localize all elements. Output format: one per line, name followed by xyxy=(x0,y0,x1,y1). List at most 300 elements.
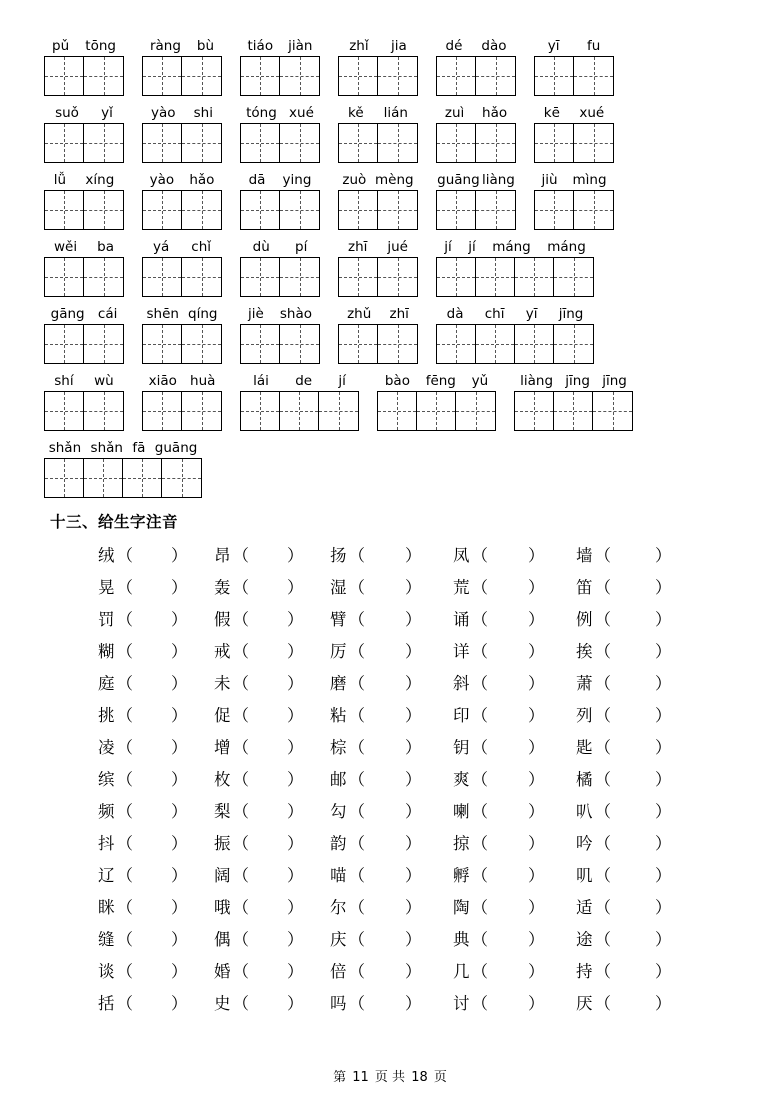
tianzige-boxes[interactable] xyxy=(142,123,222,163)
tianzige-boxes[interactable] xyxy=(240,391,359,431)
answer-paren-open: （ xyxy=(116,769,133,789)
tianzige-cell[interactable] xyxy=(45,57,84,95)
pinyin-word-group xyxy=(240,105,320,163)
tianzige-cell[interactable] xyxy=(280,124,319,162)
answer-paren-close: ） xyxy=(287,833,304,853)
tianzige-cell[interactable] xyxy=(241,392,280,430)
tianzige-cell[interactable] xyxy=(84,191,123,229)
tianzige-boxes[interactable] xyxy=(240,324,320,364)
tianzige-boxes[interactable] xyxy=(338,257,418,297)
zhuyin-item[interactable] xyxy=(330,734,422,758)
tianzige-cell[interactable] xyxy=(378,191,417,229)
tianzige-cell[interactable] xyxy=(143,258,182,296)
tianzige-boxes[interactable] xyxy=(534,190,614,230)
answer-paren-open: （ xyxy=(348,545,365,565)
zhuyin-character: 谈 xyxy=(98,961,115,981)
answer-paren-close: ） xyxy=(655,641,672,661)
zhuyin-item[interactable] xyxy=(576,798,672,822)
answer-paren-open: （ xyxy=(594,673,611,693)
answer-paren-open: （ xyxy=(232,609,249,629)
pinyin-syllable: shào xyxy=(279,306,312,322)
zhuyin-item[interactable] xyxy=(98,766,188,790)
tianzige-cell[interactable] xyxy=(123,459,162,497)
zhuyin-item[interactable] xyxy=(330,990,422,1014)
answer-paren-open: （ xyxy=(116,673,133,693)
zhuyin-item[interactable] xyxy=(453,862,545,886)
tianzige-boxes[interactable] xyxy=(44,123,124,163)
pinyin-word-group xyxy=(240,239,320,297)
tianzige-cell[interactable] xyxy=(437,124,476,162)
tianzige-cell[interactable] xyxy=(84,124,123,162)
tianzige-cell[interactable] xyxy=(319,392,358,430)
zhuyin-item[interactable] xyxy=(453,702,545,726)
tianzige-cell[interactable] xyxy=(45,459,84,497)
answer-paren-close: ） xyxy=(405,801,422,821)
tianzige-cell[interactable] xyxy=(182,124,221,162)
pinyin-label xyxy=(240,105,320,121)
tianzige-cell[interactable] xyxy=(378,325,417,363)
zhuyin-item[interactable] xyxy=(453,990,545,1014)
pinyin-label xyxy=(436,105,516,121)
zhuyin-item[interactable] xyxy=(330,926,422,950)
tianzige-cell[interactable] xyxy=(241,191,280,229)
zhuyin-item[interactable] xyxy=(576,990,672,1014)
zhuyin-character: 韵 xyxy=(330,833,347,853)
zhuyin-item[interactable] xyxy=(330,862,422,886)
tianzige-boxes[interactable] xyxy=(436,123,516,163)
tianzige-cell[interactable] xyxy=(417,392,456,430)
zhuyin-character: 喵 xyxy=(330,865,347,885)
zhuyin-item[interactable] xyxy=(576,926,672,950)
zhuyin-item[interactable] xyxy=(453,638,545,662)
zhuyin-item[interactable] xyxy=(98,542,188,566)
zhuyin-character: 戒 xyxy=(214,641,231,661)
tianzige-cell[interactable] xyxy=(476,57,515,95)
tianzige-cell[interactable] xyxy=(280,258,319,296)
pinyin-label xyxy=(240,373,359,389)
tianzige-cell[interactable] xyxy=(182,191,221,229)
zhuyin-character: 喇 xyxy=(453,801,470,821)
pinyin-word-group xyxy=(534,105,614,163)
zhuyin-character: 枚 xyxy=(214,769,231,789)
zhuyin-item[interactable] xyxy=(214,606,304,630)
zhuyin-item[interactable] xyxy=(98,574,188,598)
zhuyin-item[interactable] xyxy=(98,926,188,950)
zhuyin-item[interactable] xyxy=(98,798,188,822)
zhuyin-row xyxy=(44,762,736,793)
zhuyin-item[interactable] xyxy=(98,670,188,694)
pinyin-word-group xyxy=(338,239,418,297)
zhuyin-item[interactable] xyxy=(98,638,188,662)
tianzige-cell[interactable] xyxy=(143,57,182,95)
zhuyin-item[interactable] xyxy=(453,926,545,950)
pinyin-syllable: tóng xyxy=(246,105,277,121)
zhuyin-character: 橘 xyxy=(576,769,593,789)
pinyin-syllable: lián xyxy=(383,105,408,121)
tianzige-cell[interactable] xyxy=(84,459,123,497)
tianzige-cell[interactable] xyxy=(339,124,378,162)
zhuyin-item[interactable] xyxy=(214,734,304,758)
tianzige-cell[interactable] xyxy=(45,191,84,229)
zhuyin-item[interactable] xyxy=(214,894,304,918)
answer-paren-close: ） xyxy=(528,801,545,821)
zhuyin-item[interactable] xyxy=(330,606,422,630)
zhuyin-item[interactable] xyxy=(98,702,188,726)
tianzige-cell[interactable] xyxy=(45,325,84,363)
tianzige-boxes[interactable] xyxy=(514,391,633,431)
footer-total-pages: 18 xyxy=(411,1070,428,1085)
tianzige-cell[interactable] xyxy=(182,258,221,296)
zhuyin-item[interactable] xyxy=(214,798,304,822)
answer-paren-open: （ xyxy=(594,833,611,853)
pinyin-syllable: yá xyxy=(153,239,170,255)
zhuyin-item[interactable] xyxy=(576,862,672,886)
tianzige-boxes[interactable] xyxy=(436,324,594,364)
answer-paren-open: （ xyxy=(471,801,488,821)
pinyin-label xyxy=(142,38,222,54)
zhuyin-character: 吗 xyxy=(330,993,347,1013)
zhuyin-item[interactable] xyxy=(453,734,545,758)
zhuyin-item[interactable] xyxy=(330,638,422,662)
zhuyin-item[interactable] xyxy=(214,638,304,662)
zhuyin-item[interactable] xyxy=(330,542,422,566)
pinyin-word-group xyxy=(436,239,594,297)
answer-paren-close: ） xyxy=(528,833,545,853)
zhuyin-item[interactable] xyxy=(576,958,672,982)
tianzige-cell[interactable] xyxy=(84,325,123,363)
zhuyin-character: 促 xyxy=(214,705,231,725)
tianzige-cell[interactable] xyxy=(378,258,417,296)
tianzige-cell[interactable] xyxy=(476,191,515,229)
tianzige-boxes[interactable] xyxy=(338,123,418,163)
tianzige-boxes[interactable] xyxy=(534,56,614,96)
pinyin-syllable: jí xyxy=(338,373,346,389)
answer-paren-close: ） xyxy=(655,897,672,917)
answer-paren-open: （ xyxy=(594,801,611,821)
answer-paren-close: ） xyxy=(655,993,672,1013)
tianzige-boxes[interactable] xyxy=(436,56,516,96)
zhuyin-item[interactable] xyxy=(330,830,422,854)
answer-paren-close: ） xyxy=(528,673,545,693)
zhuyin-item[interactable] xyxy=(576,830,672,854)
tianzige-cell[interactable] xyxy=(162,459,201,497)
pinyin-syllable: dào xyxy=(481,38,507,54)
tianzige-boxes[interactable] xyxy=(44,190,124,230)
zhuyin-character: 抖 xyxy=(98,833,115,853)
pinyin-label xyxy=(44,105,124,121)
tianzige-boxes[interactable] xyxy=(44,324,124,364)
pinyin-label xyxy=(338,306,418,322)
pinyin-tianzige-section xyxy=(44,38,736,498)
zhuyin-item[interactable] xyxy=(98,734,188,758)
answer-paren-open: （ xyxy=(348,673,365,693)
answer-paren-open: （ xyxy=(471,833,488,853)
answer-paren-open: （ xyxy=(116,737,133,757)
zhuyin-item[interactable] xyxy=(576,766,672,790)
zhuyin-item[interactable] xyxy=(98,862,188,886)
zhuyin-item[interactable] xyxy=(576,702,672,726)
pinyin-word-group xyxy=(377,373,496,431)
zhuyin-item[interactable] xyxy=(214,958,304,982)
answer-paren-open: （ xyxy=(348,929,365,949)
zhuyin-item[interactable] xyxy=(214,862,304,886)
pinyin-label xyxy=(44,373,124,389)
tianzige-cell[interactable] xyxy=(515,325,554,363)
zhuyin-item[interactable] xyxy=(453,894,545,918)
tianzige-cell[interactable] xyxy=(143,191,182,229)
tianzige-boxes[interactable] xyxy=(142,324,222,364)
tianzige-boxes[interactable] xyxy=(534,123,614,163)
pinyin-word-group xyxy=(44,38,124,96)
tianzige-cell[interactable] xyxy=(339,191,378,229)
zhuyin-item[interactable] xyxy=(453,830,545,854)
tianzige-cell[interactable] xyxy=(182,57,221,95)
tianzige-cell[interactable] xyxy=(437,325,476,363)
answer-paren-open: （ xyxy=(594,705,611,725)
pinyin-syllable: ràng xyxy=(149,38,181,54)
answer-paren-open: （ xyxy=(594,769,611,789)
zhuyin-character: 偶 xyxy=(214,929,231,949)
answer-paren-open: （ xyxy=(594,865,611,885)
zhuyin-item[interactable] xyxy=(214,926,304,950)
tianzige-cell[interactable] xyxy=(84,392,123,430)
tianzige-boxes[interactable] xyxy=(377,391,496,431)
tianzige-boxes[interactable] xyxy=(44,257,124,297)
tianzige-cell[interactable] xyxy=(554,392,593,430)
tianzige-cell[interactable] xyxy=(84,57,123,95)
tianzige-cell[interactable] xyxy=(535,191,574,229)
tianzige-cell[interactable] xyxy=(280,392,319,430)
tianzige-cell[interactable] xyxy=(241,124,280,162)
answer-paren-open: （ xyxy=(348,705,365,725)
answer-paren-open: （ xyxy=(232,769,249,789)
tianzige-cell[interactable] xyxy=(437,191,476,229)
zhuyin-item[interactable] xyxy=(576,574,672,598)
zhuyin-item[interactable] xyxy=(98,830,188,854)
tianzige-cell[interactable] xyxy=(45,124,84,162)
answer-paren-close: ） xyxy=(528,609,545,629)
zhuyin-item[interactable] xyxy=(330,766,422,790)
tianzige-cell[interactable] xyxy=(241,57,280,95)
tianzige-cell[interactable] xyxy=(84,258,123,296)
zhuyin-row xyxy=(44,698,736,729)
tianzige-cell[interactable] xyxy=(476,258,515,296)
answer-paren-open: （ xyxy=(116,609,133,629)
tianzige-cell[interactable] xyxy=(182,392,221,430)
zhuyin-item[interactable] xyxy=(330,958,422,982)
tianzige-cell[interactable] xyxy=(241,258,280,296)
tianzige-cell[interactable] xyxy=(143,392,182,430)
zhuyin-character: 邮 xyxy=(330,769,347,789)
tianzige-boxes[interactable] xyxy=(338,324,418,364)
tianzige-cell[interactable] xyxy=(378,57,417,95)
zhuyin-item[interactable] xyxy=(330,574,422,598)
tianzige-boxes[interactable] xyxy=(240,123,320,163)
tianzige-boxes[interactable] xyxy=(44,391,124,431)
pinyin-syllable: jiù xyxy=(541,172,558,188)
tianzige-cell[interactable] xyxy=(574,57,613,95)
tianzige-boxes[interactable] xyxy=(338,56,418,96)
tianzige-cell[interactable] xyxy=(437,57,476,95)
answer-paren-open: （ xyxy=(471,737,488,757)
pinyin-syllable: jīng xyxy=(565,373,590,389)
zhuyin-item[interactable] xyxy=(330,894,422,918)
answer-paren-open: （ xyxy=(471,993,488,1013)
tianzige-cell[interactable] xyxy=(378,392,417,430)
tianzige-cell[interactable] xyxy=(476,124,515,162)
tianzige-cell[interactable] xyxy=(280,57,319,95)
tianzige-cell[interactable] xyxy=(476,325,515,363)
zhuyin-item[interactable] xyxy=(98,894,188,918)
tianzige-cell[interactable] xyxy=(554,325,593,363)
zhuyin-item[interactable] xyxy=(576,670,672,694)
tianzige-cell[interactable] xyxy=(456,392,495,430)
answer-paren-open: （ xyxy=(116,897,133,917)
pinyin-syllable: zuò xyxy=(342,172,367,188)
tianzige-cell[interactable] xyxy=(437,258,476,296)
tianzige-cell[interactable] xyxy=(280,191,319,229)
zhuyin-item[interactable] xyxy=(576,542,672,566)
answer-paren-close: ） xyxy=(171,865,188,885)
zhuyin-character: 晃 xyxy=(98,577,115,597)
zhuyin-item[interactable] xyxy=(214,702,304,726)
answer-paren-close: ） xyxy=(287,769,304,789)
pinyin-word-group xyxy=(240,373,359,431)
pinyin-syllable: jué xyxy=(387,239,408,255)
zhuyin-item[interactable] xyxy=(98,606,188,630)
zhuyin-item[interactable] xyxy=(576,606,672,630)
tianzige-cell[interactable] xyxy=(515,258,554,296)
zhuyin-row xyxy=(44,858,736,889)
tianzige-cell[interactable] xyxy=(143,124,182,162)
pinyin-syllable: cái xyxy=(97,306,118,322)
pinyin-syllable: zhǐ xyxy=(349,38,369,54)
tianzige-boxes[interactable] xyxy=(142,257,222,297)
tianzige-boxes[interactable] xyxy=(240,257,320,297)
tianzige-cell[interactable] xyxy=(339,258,378,296)
answer-paren-open: （ xyxy=(348,577,365,597)
pinyin-syllable: dà xyxy=(446,306,464,322)
tianzige-boxes[interactable] xyxy=(44,458,202,498)
pinyin-row xyxy=(44,105,736,163)
zhuyin-item[interactable] xyxy=(214,542,304,566)
tianzige-boxes[interactable] xyxy=(338,190,418,230)
tianzige-boxes[interactable] xyxy=(436,190,516,230)
pinyin-syllable: yī xyxy=(547,38,560,54)
zhuyin-item[interactable] xyxy=(214,574,304,598)
answer-paren-close: ） xyxy=(655,801,672,821)
tianzige-cell[interactable] xyxy=(535,57,574,95)
tianzige-cell[interactable] xyxy=(378,124,417,162)
pinyin-syllable: shí xyxy=(54,373,74,389)
pinyin-syllable: xué xyxy=(289,105,314,121)
zhuyin-item[interactable] xyxy=(453,670,545,694)
answer-paren-open: （ xyxy=(471,641,488,661)
zhuyin-character: 笛 xyxy=(576,577,593,597)
tianzige-cell[interactable] xyxy=(45,258,84,296)
pinyin-label xyxy=(338,239,418,255)
zhuyin-character: 梨 xyxy=(214,801,231,821)
zhuyin-character: 轰 xyxy=(214,577,231,597)
answer-paren-close: ） xyxy=(405,545,422,565)
tianzige-cell[interactable] xyxy=(515,392,554,430)
zhuyin-item[interactable] xyxy=(453,542,545,566)
answer-paren-open: （ xyxy=(348,961,365,981)
tianzige-boxes[interactable] xyxy=(240,190,320,230)
answer-paren-open: （ xyxy=(471,929,488,949)
zhuyin-character: 陶 xyxy=(453,897,470,917)
zhuyin-item[interactable] xyxy=(330,702,422,726)
zhuyin-row xyxy=(44,666,736,697)
answer-paren-close: ） xyxy=(655,577,672,597)
zhuyin-item[interactable] xyxy=(576,894,672,918)
zhuyin-item[interactable] xyxy=(330,670,422,694)
zhuyin-item[interactable] xyxy=(453,574,545,598)
zhuyin-row xyxy=(44,730,736,761)
pinyin-syllable: shǎn xyxy=(48,440,82,456)
zhuyin-item[interactable] xyxy=(214,766,304,790)
zhuyin-item[interactable] xyxy=(330,798,422,822)
tianzige-cell[interactable] xyxy=(241,325,280,363)
tianzige-cell[interactable] xyxy=(554,258,593,296)
zhuyin-character: 掠 xyxy=(453,833,470,853)
answer-paren-open: （ xyxy=(471,769,488,789)
pinyin-word-group xyxy=(142,373,222,431)
tianzige-boxes[interactable] xyxy=(44,56,124,96)
answer-paren-open: （ xyxy=(232,577,249,597)
pinyin-syllable: dā xyxy=(248,172,266,188)
pinyin-syllable: máng xyxy=(492,239,531,255)
pinyin-label xyxy=(534,172,614,188)
tianzige-boxes[interactable] xyxy=(436,257,594,297)
zhuyin-item[interactable] xyxy=(214,670,304,694)
tianzige-boxes[interactable] xyxy=(142,190,222,230)
tianzige-cell[interactable] xyxy=(574,124,613,162)
tianzige-cell[interactable] xyxy=(182,325,221,363)
pinyin-syllable: kē xyxy=(543,105,560,121)
tianzige-cell[interactable] xyxy=(593,392,632,430)
tianzige-cell[interactable] xyxy=(143,325,182,363)
zhuyin-item[interactable] xyxy=(576,734,672,758)
answer-paren-close: ） xyxy=(171,577,188,597)
pinyin-syllable: shēn xyxy=(146,306,179,322)
tianzige-cell[interactable] xyxy=(339,325,378,363)
tianzige-cell[interactable] xyxy=(339,57,378,95)
zhuyin-character: 例 xyxy=(576,609,593,629)
page-footer xyxy=(0,1066,780,1085)
zhuyin-item[interactable] xyxy=(214,990,304,1014)
pinyin-syllable: ba xyxy=(97,239,114,255)
tianzige-cell[interactable] xyxy=(574,191,613,229)
pinyin-syllable: chǐ xyxy=(191,239,211,255)
tianzige-boxes[interactable] xyxy=(142,56,222,96)
zhuyin-item[interactable] xyxy=(453,766,545,790)
zhuyin-item[interactable] xyxy=(453,798,545,822)
zhuyin-item[interactable] xyxy=(453,958,545,982)
pinyin-syllable: huà xyxy=(190,373,216,389)
zhuyin-item[interactable] xyxy=(214,830,304,854)
tianzige-boxes[interactable] xyxy=(240,56,320,96)
answer-paren-close: ） xyxy=(528,865,545,885)
zhuyin-item[interactable] xyxy=(576,638,672,662)
tianzige-cell[interactable] xyxy=(535,124,574,162)
tianzige-cell[interactable] xyxy=(280,325,319,363)
zhuyin-item[interactable] xyxy=(98,990,188,1014)
zhuyin-item[interactable] xyxy=(453,606,545,630)
tianzige-boxes[interactable] xyxy=(142,391,222,431)
zhuyin-item[interactable] xyxy=(98,958,188,982)
tianzige-cell[interactable] xyxy=(45,392,84,430)
